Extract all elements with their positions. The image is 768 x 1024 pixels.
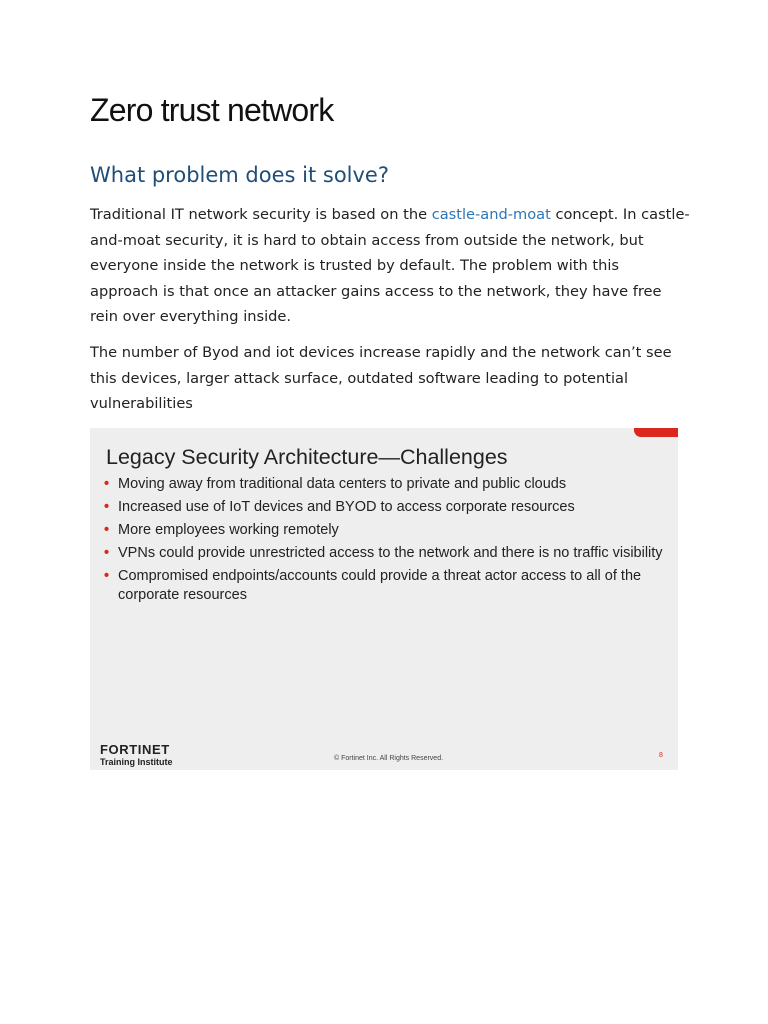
paragraph-devices: The number of Byod and iot devices increase rapidly and the network can’t see this devices, larger attack surface, outdated software leading to potential vulnerabilities bbox=[90, 344, 672, 412]
section-heading: What problem does it solve? bbox=[90, 163, 389, 187]
slide-bullet: • Moving away from traditional data centers to private and public clouds bbox=[104, 476, 567, 492]
bullet-dot-icon: • bbox=[104, 568, 110, 584]
slide-accent-bar bbox=[634, 428, 678, 437]
fortinet-logo bbox=[100, 743, 173, 768]
paragraph-text-after-link: concept. In castle-and-moat security, it is hard to obtain access from outside the network, but everyone inside the network is trusted by default. The problem with this approach is that once an attacker gains access to the network, they have free rein over everything inside. bbox=[90, 206, 690, 325]
slide-bullet: • Compromised endpoints/accounts could provide a threat actor access to all of the corporate resources bbox=[104, 568, 642, 603]
slide-title: Legacy Security Architecture—Challenges bbox=[106, 445, 508, 469]
slide-page-number: 8 bbox=[659, 752, 663, 759]
bullet-dot-icon: • bbox=[104, 545, 110, 561]
castle-and-moat-link[interactable]: castle-and-moat bbox=[431, 206, 551, 223]
slide-bullet: • More employees working remotely bbox=[104, 522, 339, 538]
paragraph-text-before-link: Traditional IT network security is based on the bbox=[90, 206, 432, 223]
bullet-dot-icon: • bbox=[104, 476, 110, 492]
slide-bullet: • Increased use of IoT devices and BYOD to access corporate resources bbox=[104, 499, 575, 515]
training-institute-label: Training Institute bbox=[100, 757, 173, 767]
bullet-dot-icon: • bbox=[104, 499, 110, 515]
slide-bullet-list bbox=[104, 475, 664, 609]
page-title: Zero trust network bbox=[90, 92, 334, 128]
copyright-notice: © Fortinet Inc. All Rights Reserved. bbox=[334, 755, 444, 762]
slide-image bbox=[90, 428, 678, 770]
slide-bullet: • VPNs could provide unrestricted access to the network and there is no traffic visibility bbox=[104, 545, 663, 561]
fortinet-logo-word: FORTINET bbox=[100, 742, 170, 757]
bullet-dot-icon: • bbox=[104, 522, 110, 538]
paragraph-castle-and-moat bbox=[90, 202, 690, 330]
